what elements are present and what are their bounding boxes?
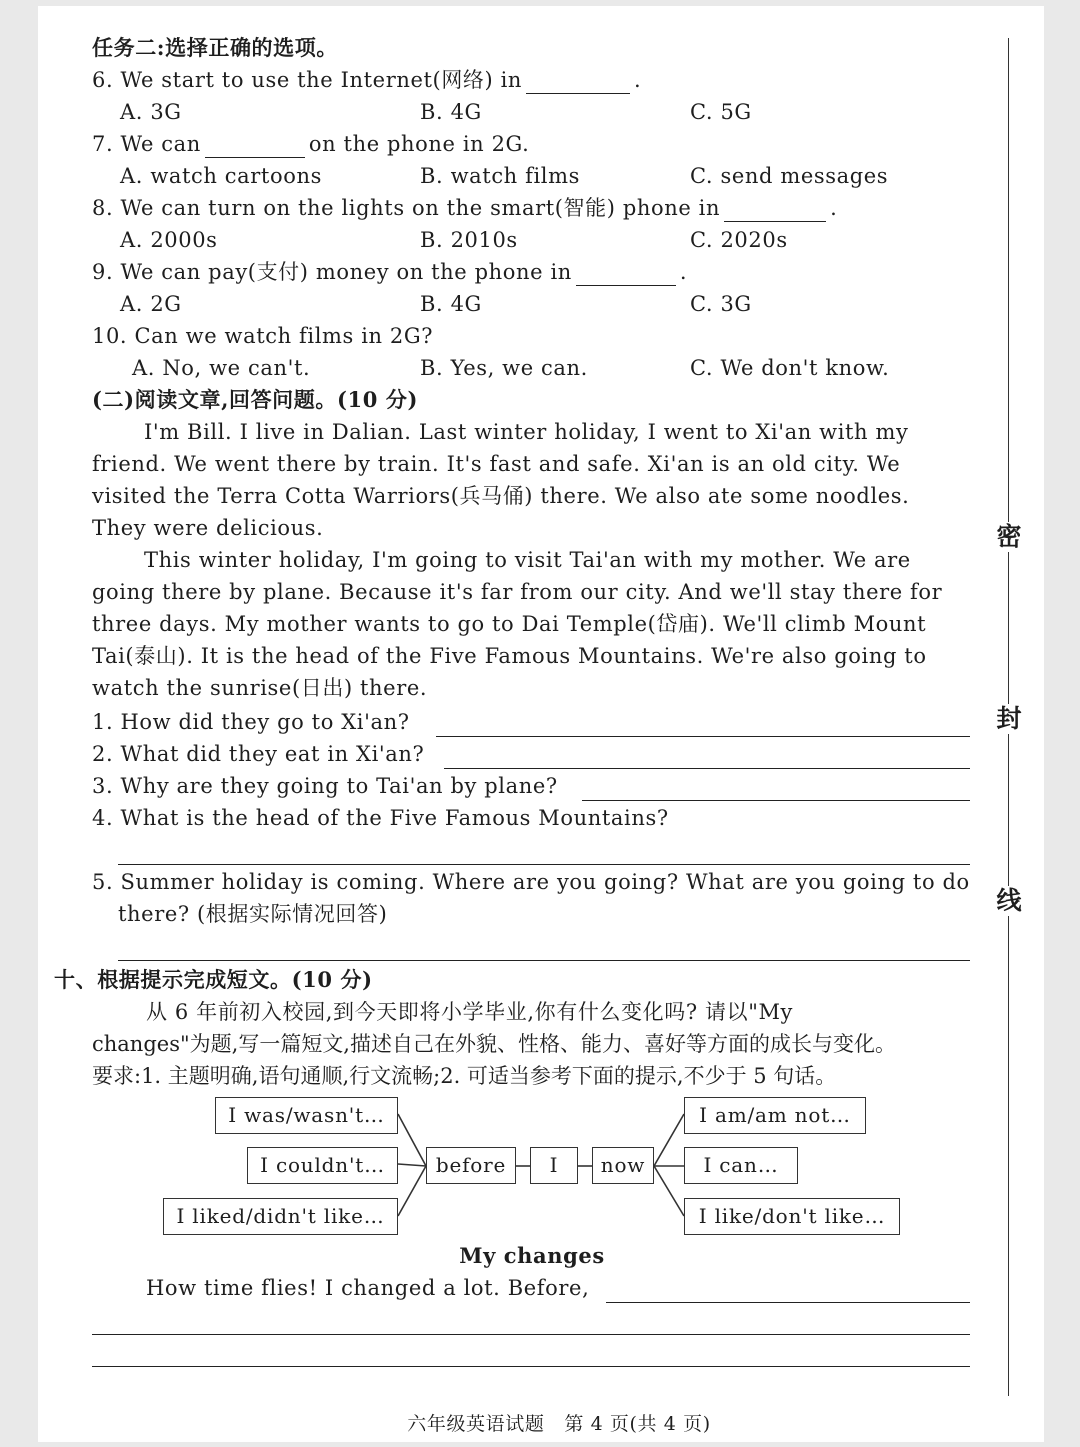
passage-line: They were delicious. <box>92 516 324 540</box>
passage-line: Tai(泰山). It is the head of the Five Famous Mountains. We're also going to <box>92 644 927 668</box>
option-6b[interactable]: B. 4G <box>420 100 482 124</box>
option-9b[interactable]: B. 4G <box>420 292 482 316</box>
question-stem: 6. We start to use the Internet(网络) in <box>92 68 523 92</box>
passage-line: visited the Terra Cotta Warriors(兵马俑) there. We also ate some noodles. <box>92 484 910 508</box>
question-10: 10. Can we watch films in 2G? <box>92 324 434 348</box>
option-7b[interactable]: B. watch films <box>420 164 580 188</box>
hint-box-left: I was/wasn't… <box>215 1097 398 1134</box>
task2-heading: 任务二:选择正确的选项。 <box>92 35 338 60</box>
page-footer: 六年级英语试题 第 4 页(共 4 页) <box>407 1413 711 1435</box>
hint-box-right: I am/am not… <box>684 1097 866 1134</box>
hint-box-center: I <box>530 1147 578 1184</box>
passage-line: friend. We went there by train. It's fast and safe. Xi'an is an old city. We <box>92 452 901 476</box>
essay-start: How time flies! I changed a lot. Before, <box>146 1276 590 1300</box>
reading-heading: (二)阅读文章,回答问题。(10 分) <box>92 387 418 412</box>
option-9c[interactable]: C. 3G <box>690 292 752 316</box>
hint-box-before: before <box>426 1147 516 1184</box>
essay-line[interactable] <box>606 1302 970 1303</box>
hint-box-left: I couldn't… <box>247 1147 398 1184</box>
essay-line[interactable] <box>92 1334 970 1335</box>
question-stem: 9. We can pay(支付) money on the phone in <box>92 260 572 284</box>
option-10c[interactable]: C. We don't know. <box>690 356 890 380</box>
writing-heading: 十、根据提示完成短文。(10 分) <box>54 967 373 992</box>
option-6c[interactable]: C. 5G <box>690 100 752 124</box>
writing-instruction: changes"为题,写一篇短文,描述自己在外貌、性格、能力、喜好等方面的成长与变化。 <box>92 1032 896 1056</box>
seal-mark-feng: 封 <box>994 704 1024 734</box>
question-stem-end: on the phone in 2G. <box>308 132 530 156</box>
option-8a[interactable]: A. 2000s <box>120 228 218 252</box>
passage-line: three days. My mother wants to go to Dai Temple(岱庙). We'll climb Mount <box>92 612 927 636</box>
hint-box-left: I liked/didn't like… <box>163 1198 398 1235</box>
reading-question-5: 5. Summer holiday is coming. Where are you going? What are you going to do <box>92 870 970 894</box>
passage-line: going there by plane. Because it's far from our city. And we'll stay there for <box>92 580 943 604</box>
option-7c[interactable]: C. send messages <box>690 164 889 188</box>
option-7a[interactable]: A. watch cartoons <box>120 164 322 188</box>
hint-box-right: I can… <box>684 1147 798 1184</box>
reading-question-2: 2. What did they eat in Xi'an? <box>92 742 425 766</box>
essay-line[interactable] <box>92 1366 970 1367</box>
question-stem-end: . <box>634 68 642 92</box>
question-stem-end: . <box>830 196 838 220</box>
essay-title: My changes <box>459 1243 605 1268</box>
option-10b[interactable]: B. Yes, we can. <box>420 356 588 380</box>
question-stem: 8. We can turn on the lights on the smart(智能) phone in <box>92 196 721 220</box>
passage-line: This winter holiday, I'm going to visit Tai'an with my mother. We are <box>144 548 911 572</box>
reading-question-3: 3. Why are they going to Tai'an by plane? <box>92 774 558 798</box>
option-6a[interactable]: A. 3G <box>120 100 182 124</box>
seal-mark-mi: 密 <box>994 522 1024 552</box>
writing-instruction: 从 6 年前初入校园,到今天即将小学毕业,你有什么变化吗? 请以"My <box>146 1000 794 1024</box>
seal-mark-xian: 线 <box>994 886 1024 916</box>
writing-instruction: 要求:1. 主题明确,语句通顺,行文流畅;2. 可适当参考下面的提示,不少于 5 句话。 <box>92 1064 837 1088</box>
hint-box-now: now <box>592 1147 654 1184</box>
reading-question-1: 1. How did they go to Xi'an? <box>92 710 410 734</box>
option-8b[interactable]: B. 2010s <box>420 228 518 252</box>
hint-box-right: I like/don't like… <box>684 1198 900 1235</box>
option-10a[interactable]: A. No, we can't. <box>132 356 311 380</box>
option-8c[interactable]: C. 2020s <box>690 228 788 252</box>
question-stem: 7. We can <box>92 132 201 156</box>
question-stem-end: . <box>679 260 688 284</box>
option-9a[interactable]: A. 2G <box>120 292 182 316</box>
reading-question-5-cont: there? (根据实际情况回答) <box>118 902 388 926</box>
passage-line: I'm Bill. I live in Dalian. Last winter holiday, I went to Xi'an with my <box>144 420 909 444</box>
passage-line: watch the sunrise(日出) there. <box>92 676 428 700</box>
reading-question-4: 4. What is the head of the Five Famous Mountains? <box>92 806 669 830</box>
